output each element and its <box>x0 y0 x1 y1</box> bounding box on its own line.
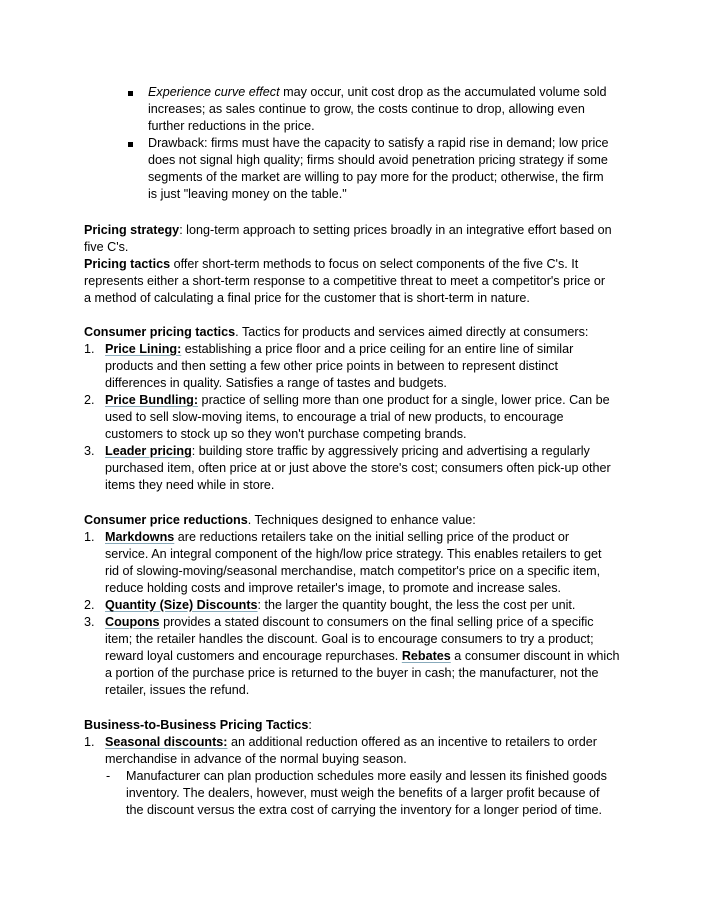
pricing-strategy-term: Pricing strategy <box>84 223 180 237</box>
price-lining-text: establishing a price floor and a price ceiling for an entire line of similar <box>181 342 574 356</box>
price-lining-line-2: products and then setting a few other price points in between to represent distinct <box>105 359 558 373</box>
price-lining-term: Price Lining: <box>105 342 182 356</box>
price-bundling-line-2: used to sell slow-moving items, to encourage a trial of new products, to encourage <box>105 410 564 424</box>
markdowns-text: are reductions retailers take on the initial selling price of the product or <box>174 530 570 544</box>
markdowns-term: Markdowns <box>105 530 175 544</box>
coupons-line-4: a portion of the purchase price is returned to the buyer in cash; the manufacturer, not the <box>105 666 599 680</box>
bullet-1-text: may occur, unit cost drop as the accumulated volume sold <box>279 85 607 99</box>
markdowns-line-4: reduce holding costs and improve retailer's image, to promote and increase sales. <box>105 581 562 595</box>
price-bundling-line-3: customers to stock up so they won't purchase competing brands. <box>105 427 467 441</box>
quantity-discounts-term: Quantity (Size) Discounts <box>105 598 258 612</box>
price-reductions-heading <box>84 512 476 529</box>
b2b-colon: : <box>308 718 312 732</box>
price-lining-line-3: differences in quality. Satisfies a range of tastes and budgets. <box>105 376 447 390</box>
price-bundling-term: Price Bundling: <box>105 393 199 407</box>
leader-pricing-text: : building store traffic by aggressively pricing and advertising a regularly <box>191 444 590 458</box>
b2b-title: Business-to-Business Pricing Tactics <box>84 718 309 732</box>
list-number: 1. <box>84 342 95 356</box>
leader-pricing-line-2: purchased item, often price at or just above the store's cost; consumers often pick-up other <box>105 461 611 475</box>
coupons-text: provides a stated discount to consumers on the final selling price of a specific <box>159 615 594 629</box>
seasonal-discounts-term: Seasonal discounts: <box>105 735 228 749</box>
leader-pricing-line-3: items they need while in store. <box>105 478 275 492</box>
consumer-tactics-intro: . Tactics for products and services aimed directly at consumers: <box>235 325 589 339</box>
b2b-heading <box>84 717 312 734</box>
quantity-discounts-text: : the larger the quantity bought, the less the cost per unit. <box>257 598 576 612</box>
consumer-tactics-heading <box>84 324 588 341</box>
bullet-1-line-2: increases; as sales continue to grow, the costs continue to drop, allowing even <box>148 102 585 116</box>
dash-bullet: - <box>106 769 111 783</box>
coupons-line-1 <box>105 614 594 631</box>
price-reductions-intro: . Techniques designed to enhance value: <box>247 513 476 527</box>
pricing-strategy-line-2: five C's. <box>84 240 129 254</box>
list-number: 3. <box>84 444 95 458</box>
pricing-tactics-term: Pricing tactics <box>84 257 171 271</box>
bullet-2-line-2: does not signal high quality; firms should avoid penetration pricing strategy if some <box>148 153 608 167</box>
bullet-2-line-3: segments of the market are willing to pay more for the product; otherwise, the firm <box>148 170 604 184</box>
pricing-strategy-line-1 <box>84 222 612 239</box>
pricing-tactics-line-3: a method of calculating a final price for the customer that is short-term in nature. <box>84 291 530 305</box>
coupons-line-5: retailer, issues the refund. <box>105 683 250 697</box>
bullet-2-line-4: is just "leaving money on the table." <box>148 187 347 201</box>
coupons-text-3a: reward loyal customers and encourage repurchases. <box>105 649 402 663</box>
coupons-line-3 <box>105 648 620 665</box>
seasonal-discounts-text: an additional reduction offered as an incentive to retailers to order <box>227 735 597 749</box>
list-number: 1. <box>84 530 95 544</box>
leader-pricing-term: Leader pricing <box>105 444 192 458</box>
bullet-1-line-3: further reductions in the price. <box>148 119 315 133</box>
quantity-discounts-line-1 <box>105 597 575 614</box>
pricing-tactics-text: offer short-term methods to focus on select components of the five C's. It <box>170 257 579 271</box>
square-bullet-icon <box>128 91 133 96</box>
bullet-1-term: xperience curve effect <box>156 85 280 99</box>
sub-bullet-line-1: Manufacturer can plan production schedules more easily and lessen its finished goods <box>126 769 607 783</box>
bullet-2-line-1: Drawback: firms must have the capacity to satisfy a rapid rise in demand; low price <box>148 136 609 150</box>
list-number: 1. <box>84 735 95 749</box>
price-bundling-text: practice of selling more than one product for a single, lower price. Can be <box>198 393 610 407</box>
pricing-strategy-text: : long-term approach to setting prices broadly in an integrative effort based on <box>179 223 612 237</box>
markdowns-line-3: rid of slowing-moving/seasonal merchandise, match competitor's price on a specific item, <box>105 564 601 578</box>
coupons-term: Coupons <box>105 615 160 629</box>
leader-pricing-line-1 <box>105 443 590 460</box>
square-bullet-icon <box>128 142 133 147</box>
seasonal-discounts-line-2: merchandise in advance of the normal buying season. <box>105 752 407 766</box>
rebates-term: Rebates <box>401 649 451 663</box>
bullet-1-line-1 <box>148 84 607 101</box>
coupons-line-2: item; the retailer handles the discount. Goal is to encourage consumers to try a product; <box>105 632 594 646</box>
price-bundling-line-1 <box>105 392 610 409</box>
pricing-tactics-line-2: represents either a short-term response to a competitive threat to meet a competitor's price or <box>84 274 606 288</box>
consumer-tactics-title: Consumer pricing tactics <box>84 325 236 339</box>
list-number: 2. <box>84 598 95 612</box>
seasonal-discounts-line-1 <box>105 734 597 751</box>
list-number: 2. <box>84 393 95 407</box>
pricing-tactics-line-1 <box>84 256 578 273</box>
sub-bullet-line-3: the discount versus the extra cost of carrying the inventory for a longer period of time. <box>126 803 603 817</box>
price-lining-line-1 <box>105 341 573 358</box>
price-reductions-title: Consumer price reductions <box>84 513 248 527</box>
markdowns-line-2: service. An integral component of the high/low price strategy. This enables retailers to get <box>105 547 602 561</box>
rebates-text: a consumer discount in which <box>450 649 620 663</box>
list-number: 3. <box>84 615 95 629</box>
markdowns-line-1 <box>105 529 569 546</box>
bullet-1-initial: E <box>148 85 157 99</box>
sub-bullet-line-2: inventory. The dealers, however, must weigh the benefits of a larger profit because of <box>126 786 600 800</box>
